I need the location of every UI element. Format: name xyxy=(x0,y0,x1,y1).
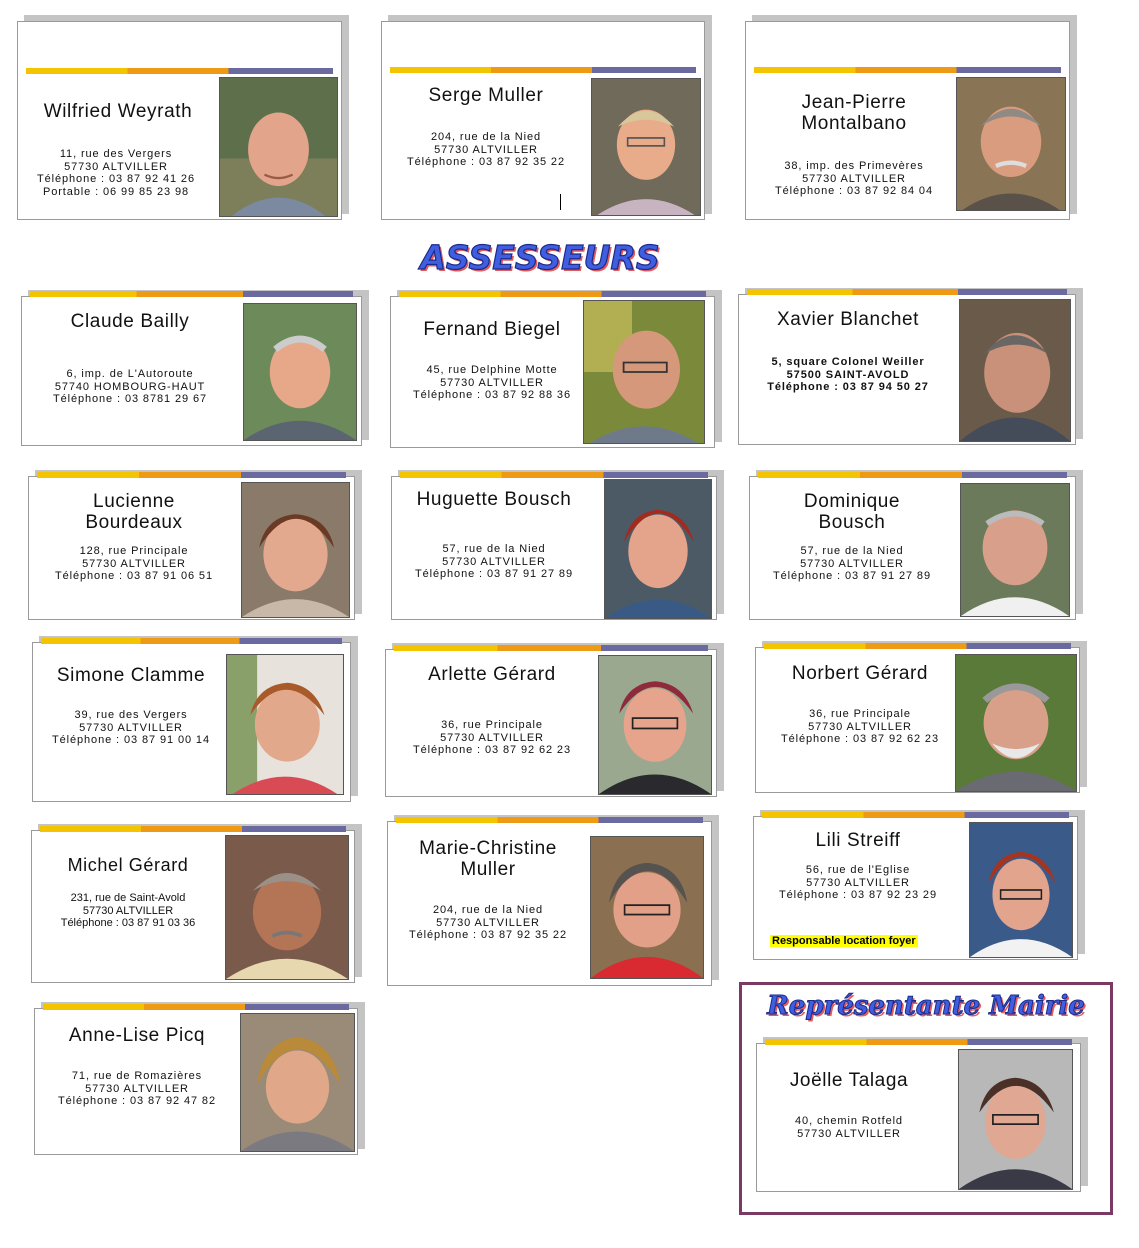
card-stripe xyxy=(754,67,1061,73)
card-member xyxy=(385,649,717,797)
member-address: 204, rue de la Nied 57730 ALTVILLER Téléphone : 03 87 92 35 22 xyxy=(409,904,567,941)
card-stripe xyxy=(40,826,346,832)
card-stripe xyxy=(764,643,1071,649)
title-assesseurs: ASSESSEURS xyxy=(420,238,660,277)
title-representante: Représentante Mairie xyxy=(767,991,1085,1021)
member-address: 57, rue de la Nied 57730 ALTVILLER Téléphone : 03 87 91 27 89 xyxy=(773,545,931,582)
card-member xyxy=(32,642,351,802)
card-member xyxy=(738,294,1076,445)
member-photo xyxy=(219,77,338,217)
member-name: Anne-Lise Picq xyxy=(68,1025,206,1046)
member-photo xyxy=(969,822,1073,958)
member-photo xyxy=(956,77,1066,211)
card-member xyxy=(391,476,717,620)
member-address: 38, imp. des Primevères 57730 ALTVILLER Téléphone : 03 87 92 84 04 xyxy=(775,160,933,197)
member-photo xyxy=(243,303,357,441)
card-member xyxy=(31,830,355,983)
card-stripe xyxy=(396,817,703,823)
member-address: 40, chemin Rotfeld 57730 ALTVILLER xyxy=(795,1115,903,1140)
member-name: Wilfried Weyrath xyxy=(43,101,193,122)
member-photo xyxy=(598,655,712,795)
card-president xyxy=(17,21,342,220)
card-stripe xyxy=(41,638,342,644)
member-address: 71, rue de Romazières 57730 ALTVILLER Téléphone : 03 87 92 47 82 xyxy=(58,1070,216,1107)
card-stripe xyxy=(399,291,706,297)
card-stripe xyxy=(762,812,1069,818)
member-name: Joëlle Talaga xyxy=(789,1070,909,1091)
member-address: 128, rue Principale 57730 ALTVILLER Téléphone : 03 87 91 06 51 xyxy=(55,545,213,582)
member-photo xyxy=(590,836,704,979)
card-stripe xyxy=(747,289,1067,295)
member-photo xyxy=(591,78,701,216)
member-address: 5, square Colonel Weiller 57500 SAINT-AVOLD Téléphone : 03 87 94 50 27 xyxy=(767,356,929,393)
card-stripe xyxy=(30,291,353,297)
member-address: 11, rue des Vergers 57730 ALTVILLER Téléphone : 03 87 92 41 26 Portable : 06 99 85 23 98 xyxy=(37,148,195,198)
member-photo xyxy=(958,1049,1073,1190)
member-address: 231, rue de Saint-Avold 57730 ALTVILLER Téléphone : 03 87 91 03 36 xyxy=(60,892,196,929)
card-stripe xyxy=(43,1004,349,1010)
text-cursor xyxy=(560,194,561,210)
card-stripe xyxy=(37,472,346,478)
member-name: Arlette Gérard xyxy=(428,664,556,685)
card-vice-president xyxy=(381,21,705,220)
member-photo xyxy=(604,479,712,619)
card-stripe xyxy=(758,472,1067,478)
member-photo xyxy=(959,299,1071,442)
member-name: Jean-Pierre Montalbano xyxy=(801,92,907,134)
member-address: 36, rue Principale 57730 ALTVILLER Téléphone : 03 87 92 62 23 xyxy=(781,708,939,745)
member-address: 36, rue Principale 57730 ALTVILLER Téléphone : 03 87 92 62 23 xyxy=(413,719,571,756)
member-address: 39, rue des Vergers 57730 ALTVILLER Téléphone : 03 87 91 00 14 xyxy=(52,709,210,746)
card-member xyxy=(34,1008,358,1155)
card-tresorier xyxy=(745,21,1070,220)
member-name: Fernand Biegel xyxy=(423,319,561,340)
card-member xyxy=(28,476,355,620)
card-member xyxy=(387,821,712,986)
member-address: 57, rue de la Nied 57730 ALTVILLER Téléphone : 03 87 91 27 89 xyxy=(415,543,573,580)
card-stripe xyxy=(26,68,333,74)
member-address: 6, imp. de L'Autoroute 57740 HOMBOURG-HAUT Téléphone : 03 8781 29 67 xyxy=(52,368,207,405)
card-representante xyxy=(756,1043,1081,1192)
member-name: Xavier Blanchet xyxy=(776,309,920,330)
member-name: Serge Muller xyxy=(428,85,544,106)
member-name: Lili Streiff xyxy=(815,830,901,851)
member-address: 56, rue de l'Eglise 57730 ALTVILLER Téléphone : 03 87 92 23 29 xyxy=(779,864,937,901)
member-photo xyxy=(225,835,349,980)
card-stripe xyxy=(765,1039,1072,1045)
member-photo xyxy=(240,1013,355,1152)
member-photo xyxy=(583,300,705,444)
card-stripe xyxy=(400,472,708,478)
card-stripe xyxy=(394,645,708,651)
member-photo xyxy=(960,483,1070,617)
member-address: 204, rue de la Nied 57730 ALTVILLER Téléphone : 03 87 92 35 22 xyxy=(407,131,565,168)
member-name: Lucienne Bourdeaux xyxy=(85,491,183,533)
member-name: Huguette Bousch xyxy=(416,489,572,510)
member-address: 45, rue Delphine Motte 57730 ALTVILLER Téléphone : 03 87 92 88 36 xyxy=(413,364,571,401)
member-name: Claude Bailly xyxy=(70,311,190,332)
role-note: Responsable location foyer xyxy=(772,935,916,947)
card-member xyxy=(753,816,1078,960)
member-name: Marie-Christine Muller xyxy=(419,838,557,880)
member-photo xyxy=(241,482,350,618)
card-stripe xyxy=(390,67,696,73)
card-member xyxy=(21,296,362,446)
member-name: Michel Gérard xyxy=(67,855,189,875)
card-member xyxy=(755,647,1080,793)
card-member xyxy=(749,476,1076,620)
member-photo xyxy=(955,654,1077,792)
card-member xyxy=(390,296,715,448)
member-name: Norbert Gérard xyxy=(791,663,929,684)
member-name: Simone Clamme xyxy=(56,665,206,686)
member-photo xyxy=(226,654,344,795)
member-name: Dominique Bousch xyxy=(803,491,901,533)
